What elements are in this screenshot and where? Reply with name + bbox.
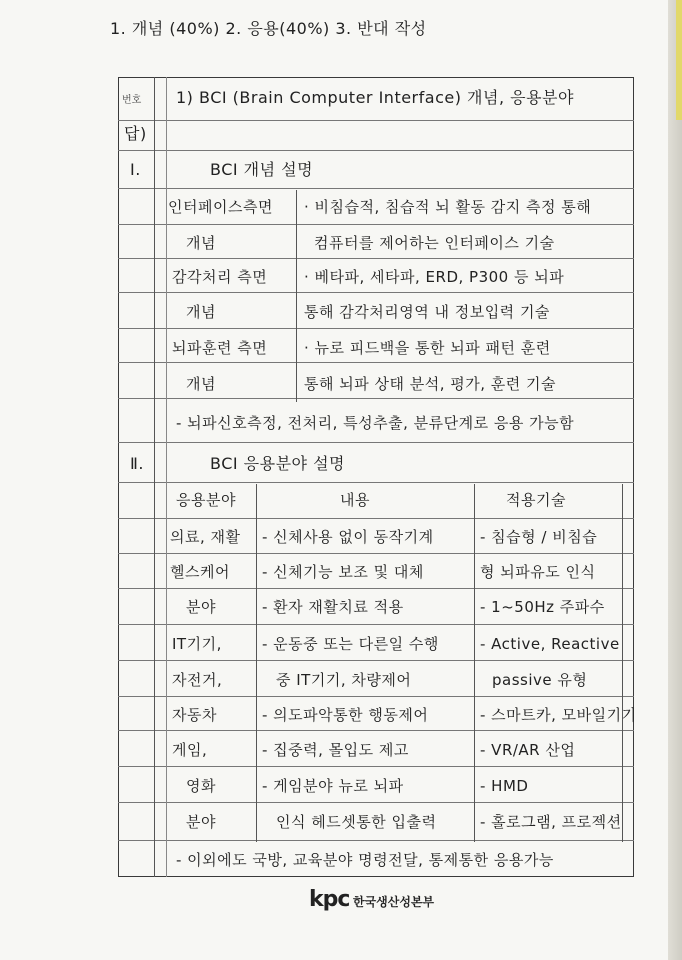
aspect-label: 감각처리 측면	[172, 268, 268, 286]
col-header-tech: 적용기술	[506, 491, 566, 509]
page-edge-yellow	[676, 0, 682, 120]
rule-line	[118, 802, 634, 803]
tech-text: - 침습형 / 비침습	[480, 528, 598, 546]
section1-numeral: Ⅰ.	[130, 160, 141, 179]
aspect-label: 개념	[186, 303, 216, 321]
field-label: 게임,	[172, 741, 208, 759]
header-note: 1. 개념 (40%) 2. 응용(40%) 3. 반대 작성	[110, 19, 427, 38]
question-text: 1) BCI (Brain Computer Interface) 개념, 응용분야	[176, 88, 574, 107]
section1-title: BCI 개념 설명	[210, 160, 314, 179]
rule-line	[118, 328, 634, 329]
col-header-field: 응용분야	[176, 491, 236, 509]
aspect-label: 개념	[186, 375, 216, 393]
tech-text: - 1~50Hz 주파수	[480, 598, 605, 616]
concept-desc: 컴퓨터를 제어하는 인터페이스 기술	[314, 234, 555, 252]
concept-desc: 통해 감각처리영역 내 정보입력 기술	[304, 303, 550, 321]
org-name: 한국생산성본부	[353, 895, 435, 909]
rule-line	[118, 730, 634, 731]
rule-line	[118, 660, 634, 661]
aspect-label: 인터페이스측면	[168, 198, 273, 216]
content-text: 인식 헤드셋통한 입출력	[276, 813, 437, 831]
tech-text: - 홀로그램, 프로젝션	[480, 813, 622, 831]
number-label: 번호	[122, 95, 142, 106]
page-edge-shadow	[668, 0, 682, 960]
field-label: 헬스케어	[170, 563, 230, 581]
field-label: IT기기,	[172, 635, 222, 653]
table-divider	[256, 484, 257, 842]
section2-numeral: Ⅱ.	[130, 454, 144, 473]
content-text: 중 IT기기, 차량제어	[276, 671, 412, 689]
tech-text: 형 뇌파유도 인식	[480, 563, 596, 581]
field-label: 자동차	[172, 706, 217, 724]
content-text: - 환자 재활치료 적용	[262, 598, 404, 616]
table-divider	[296, 190, 297, 402]
rule-line	[118, 588, 634, 589]
content-text: - 신체사용 없이 동작기계	[262, 528, 434, 546]
section1-summary: - 뇌파신호측정, 전처리, 특성추출, 분류단계로 응용 가능함	[176, 414, 575, 432]
concept-desc: · 뉴로 피드백을 통한 뇌파 패턴 훈련	[304, 339, 551, 357]
tech-text: - Active, Reactive	[480, 635, 620, 653]
rule-line	[118, 518, 634, 519]
field-label: 자전거,	[172, 671, 223, 689]
content-text: - 게임분야 뉴로 뇌파	[262, 777, 404, 795]
col-header-content: 내용	[340, 491, 370, 509]
section2-title: BCI 응용분야 설명	[210, 454, 345, 473]
rule-line	[118, 766, 634, 767]
table-divider	[622, 484, 623, 842]
aspect-label: 개념	[186, 234, 216, 252]
content-text: - 집중력, 몰입도 제고	[262, 741, 409, 759]
concept-desc: 통해 뇌파 상태 분석, 평가, 훈련 기술	[304, 375, 557, 393]
rule-line	[118, 258, 634, 259]
answer-label: 답)	[124, 124, 147, 143]
content-text: - 운동중 또는 다른일 수행	[262, 635, 439, 653]
field-label: 영화	[186, 777, 216, 795]
field-label: 분야	[186, 598, 216, 616]
field-label: 의료, 재활	[170, 528, 241, 546]
content-text: - 의도파악통한 행동제어	[262, 706, 429, 724]
content-text: - 신체기능 보조 및 대체	[262, 563, 424, 581]
rule-line	[118, 553, 634, 554]
field-label: 분야	[186, 813, 216, 831]
rule-line	[118, 398, 634, 399]
rule-line	[118, 442, 634, 443]
concept-desc: · 베타파, 세타파, ERD, P300 등 뇌파	[304, 268, 565, 286]
rule-line	[118, 696, 634, 697]
tech-text: - HMD	[480, 777, 529, 795]
concept-desc: · 비침습적, 침습적 뇌 활동 감지 측정 통해	[304, 198, 592, 216]
kpc-logo-mark: kpc	[309, 887, 350, 912]
rule-line	[118, 224, 634, 225]
rule-line	[118, 292, 634, 293]
rule-line	[118, 120, 634, 121]
rule-line	[118, 362, 634, 363]
tech-text: - 스마트카, 모바일기기	[480, 706, 637, 724]
rule-line	[118, 150, 634, 151]
rule-line	[118, 624, 634, 625]
rule-line	[118, 840, 634, 841]
table-divider	[154, 190, 155, 402]
kpc-logo	[309, 887, 489, 915]
margin-line-inner	[166, 77, 167, 877]
table-divider	[474, 484, 475, 842]
tech-text: passive 유형	[492, 671, 588, 689]
rule-line	[118, 188, 634, 189]
tech-text: - VR/AR 산업	[480, 741, 576, 759]
aspect-label: 뇌파훈련 측면	[172, 339, 268, 357]
rule-line	[118, 482, 634, 483]
section2-summary: - 이외에도 국방, 교육분야 명령전달, 통제통한 응용가능	[176, 851, 554, 869]
